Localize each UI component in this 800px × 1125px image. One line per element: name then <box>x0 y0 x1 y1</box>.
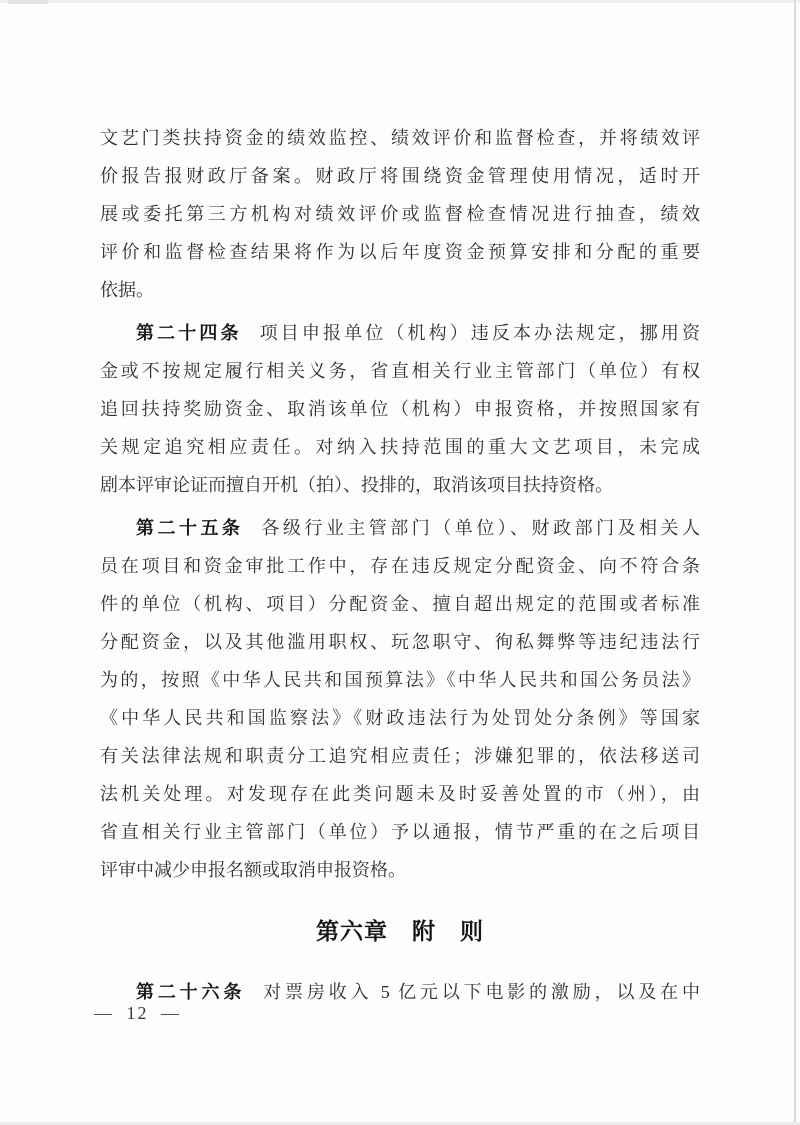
page-number: — 12 — <box>94 1003 181 1023</box>
text-line: 价报告报财政厅备案。财政厅将围绕资金管理使用情况，适时开 <box>100 166 700 186</box>
text-line: 件的单位（机构、项目）分配资金、擅自超出规定的范围或者标准 <box>100 594 700 614</box>
text-line: 《中华人民共和国监察法》《财政违法行为处罚处分条例》等国家 <box>100 708 700 728</box>
text-line <box>100 314 700 352</box>
text-line <box>100 973 700 1011</box>
text-line: 文艺门类扶持资金的绩效监控、绩效评价和监督检查，并将绩效评 <box>100 128 700 148</box>
text-line: 展或委托第三方机构对绩效评价或监督检查情况进行抽查，绩效 <box>100 204 700 224</box>
paragraph <box>100 314 700 504</box>
text-line: 员在项目和资金审批工作中，存在违反规定分配资金、向不符合条 <box>100 556 700 576</box>
scan-artifact <box>8 0 48 4</box>
line-text: 各级行业主管部门（单位）、财政部门及相关人 <box>261 518 700 538</box>
paragraph <box>100 509 700 889</box>
text-line: 剧本评审论证而擅自开机（拍）、投排的，取消该项目扶持资格。 <box>100 475 613 495</box>
chapter-heading: 第六章 附 则 <box>316 918 484 944</box>
text-line: 法机关处理。对发现存在此类问题未及时妥善处置的市（州），由 <box>100 784 700 804</box>
text-line <box>100 509 700 547</box>
text-line: 有关法律法规和职责分工追究相应责任；涉嫌犯罪的，依法移送司 <box>100 746 700 766</box>
page-edge-right <box>794 0 796 1125</box>
text-line: 关规定追究相应责任。对纳入扶持范围的重大文艺项目，未完成 <box>100 437 700 457</box>
line-text: 项目申报单位（机构）违反本办法规定，挪用资 <box>259 323 700 343</box>
text-line: 省直相关行业主管部门（单位）予以通报，情节严重的在之后项目 <box>100 822 700 842</box>
paragraph <box>100 119 700 309</box>
text-line: 金或不按规定履行相关义务，省直相关行业主管部门（单位）有权 <box>100 361 700 381</box>
article-number-lead: 第二十四条 <box>136 323 242 343</box>
paragraph <box>100 973 700 1011</box>
article-number-lead: 第二十五条 <box>136 518 244 538</box>
text-line: 为的，按照《中华人民共和国预算法》《中华人民共和国公务员法》 <box>100 670 700 690</box>
text-line: 评审中减少申报名额或取消申报资格。 <box>100 860 406 880</box>
text-line: 追回扶持奖励资金、取消该单位（机构）申报资格，并按照国家有 <box>100 399 700 419</box>
text-line: 依据。 <box>100 280 154 300</box>
text-line: 分配资金，以及其他滥用职权、玩忽职守、徇私舞弊等违纪违法行 <box>100 632 700 652</box>
document-content <box>100 119 700 1016</box>
line-text: 对票房收入 5 亿元以下电影的激励，以及在中 <box>263 982 700 1002</box>
page-edge-top <box>0 0 800 3</box>
article-number-lead: 第二十六条 <box>136 982 246 1002</box>
text-line: 评价和监督检查结果将作为以后年度资金预算安排和分配的重要 <box>100 242 700 262</box>
